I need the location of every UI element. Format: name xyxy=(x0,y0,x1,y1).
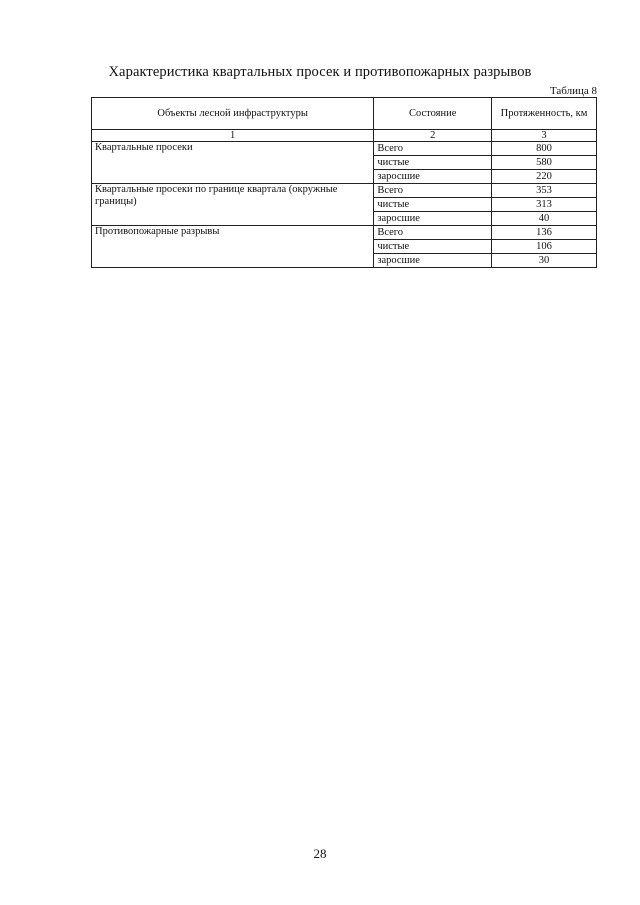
table-row xyxy=(92,184,597,198)
value-cell: 313 xyxy=(492,198,597,212)
header-objects: Объекты лесной инфраструктуры xyxy=(92,98,374,130)
object-cell: Квартальные просеки xyxy=(92,142,374,184)
state-cell: Всего xyxy=(374,226,492,240)
infrastructure-table xyxy=(91,97,597,268)
value-cell: 30 xyxy=(492,254,597,268)
column-number: 1 xyxy=(92,130,374,142)
table-row xyxy=(92,142,597,156)
value-cell: 800 xyxy=(492,142,597,156)
state-cell: Всего xyxy=(374,142,492,156)
column-number: 3 xyxy=(492,130,597,142)
state-cell: заросшие xyxy=(374,254,492,268)
value-cell: 40 xyxy=(492,212,597,226)
state-cell: чистые xyxy=(374,240,492,254)
state-cell: чистые xyxy=(374,198,492,212)
header-length: Протяженность, км xyxy=(492,98,597,130)
object-cell: Квартальные просеки по границе квартала (окружные границы) xyxy=(92,184,374,226)
table-row xyxy=(92,226,597,240)
table-label: Таблица 8 xyxy=(549,85,597,97)
value-cell: 136 xyxy=(492,226,597,240)
state-cell: чистые xyxy=(374,156,492,170)
page-number: 28 xyxy=(313,846,327,861)
value-cell: 220 xyxy=(492,170,597,184)
object-cell: Противопожарные разрывы xyxy=(92,226,374,268)
state-cell: заросшие xyxy=(374,170,492,184)
document-title: Характеристика квартальных просек и противопожарных разрывов xyxy=(108,64,532,80)
table-header-row xyxy=(92,98,597,130)
state-cell: заросшие xyxy=(374,212,492,226)
column-numbers-row xyxy=(92,130,597,142)
value-cell: 353 xyxy=(492,184,597,198)
value-cell: 106 xyxy=(492,240,597,254)
value-cell: 580 xyxy=(492,156,597,170)
header-state: Состояние xyxy=(374,98,492,130)
column-number: 2 xyxy=(374,130,492,142)
state-cell: Всего xyxy=(374,184,492,198)
